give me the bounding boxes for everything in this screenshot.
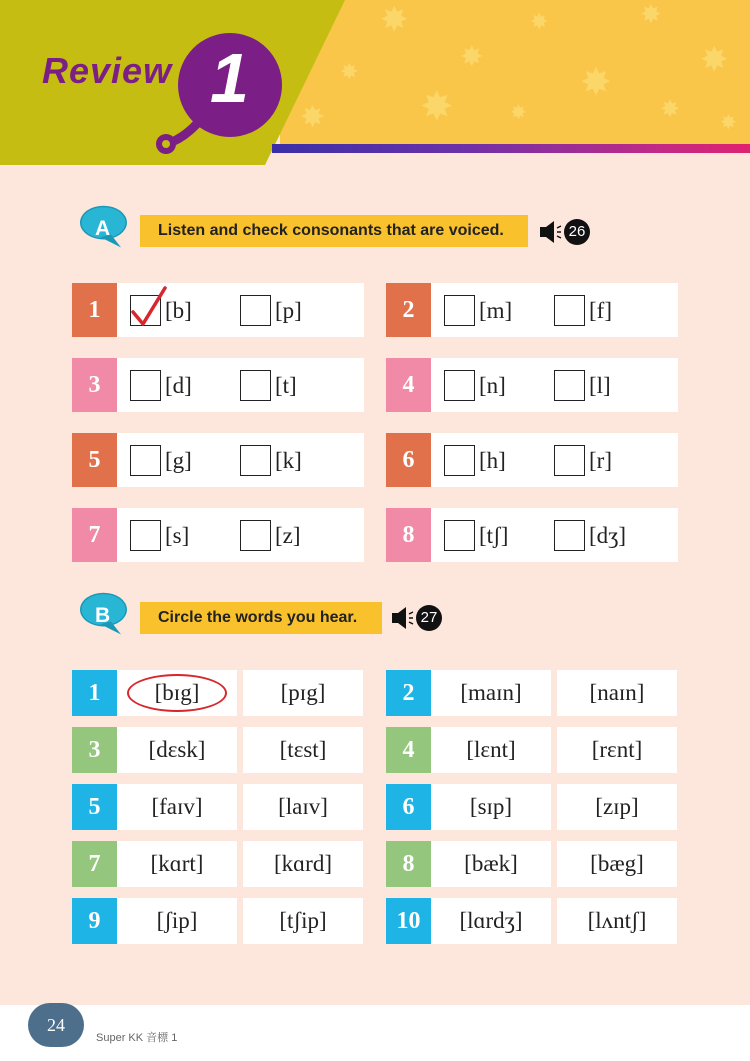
item-number: 6 — [386, 433, 431, 487]
phonetic-word: [naɪn] — [589, 680, 645, 705]
word-choice[interactable] — [117, 784, 237, 830]
phonetic-word: [pɪg] — [280, 680, 326, 705]
answer-option — [130, 295, 192, 326]
word-choice[interactable] — [431, 670, 551, 716]
phonetic-word: [lʌntʃ] — [587, 908, 647, 933]
answer-option — [554, 295, 612, 326]
checkbox[interactable] — [554, 520, 585, 551]
item-number: 2 — [386, 283, 431, 337]
checkbox[interactable] — [444, 445, 475, 476]
answer-option — [554, 445, 612, 476]
phonetic-symbol: [h] — [479, 447, 506, 473]
phonetic-word: [tʃip] — [279, 908, 327, 933]
word-choice[interactable] — [243, 841, 363, 887]
section-a-audio[interactable] — [538, 219, 590, 245]
checkbox[interactable] — [444, 370, 475, 401]
audio-track-number: 26 — [564, 219, 590, 245]
phonetic-word: [tɛst] — [279, 737, 327, 762]
phonetic-word: [sɪp] — [469, 794, 513, 819]
phonetic-symbol: [dʒ] — [589, 522, 627, 548]
answer-option — [444, 295, 512, 326]
answer-option — [444, 445, 506, 476]
answer-option — [444, 520, 508, 551]
phonetic-symbol: [p] — [275, 297, 302, 323]
word-choice[interactable] — [117, 670, 237, 716]
answer-option — [554, 370, 611, 401]
checkbox[interactable] — [554, 295, 585, 326]
phonetic-word: [ʃip] — [156, 908, 198, 933]
book-title: Super KK 音標 1 — [96, 1032, 178, 1044]
phonetic-word: [maɪn] — [460, 680, 522, 705]
header-stripe — [272, 144, 750, 153]
word-choice[interactable] — [557, 727, 677, 773]
phonetic-word: [bɪg] — [154, 680, 200, 705]
word-choice[interactable] — [431, 784, 551, 830]
answer-option — [444, 370, 506, 401]
answer-option — [240, 370, 297, 401]
phonetic-symbol: [n] — [479, 372, 506, 398]
phonetic-symbol: [d] — [165, 372, 192, 398]
checkbox[interactable] — [554, 445, 585, 476]
answer-option — [554, 520, 626, 551]
phonetic-word: [kɑrd] — [273, 851, 332, 876]
word-choice[interactable] — [117, 841, 237, 887]
checkbox[interactable] — [554, 370, 585, 401]
phonetic-symbol: [s] — [165, 522, 190, 548]
phonetic-word: [bæg] — [590, 851, 644, 876]
item-number: 10 — [386, 898, 431, 944]
phonetic-symbol: [b] — [165, 297, 192, 323]
item-number: 3 — [72, 358, 117, 412]
section-a-item — [72, 508, 364, 562]
word-choice[interactable] — [557, 898, 677, 944]
item-number: 8 — [386, 508, 431, 562]
section-b-letter: B — [95, 604, 111, 627]
item-number: 7 — [72, 841, 117, 887]
phonetic-symbol: [r] — [589, 447, 612, 473]
phonetic-symbol: [tʃ] — [479, 522, 509, 548]
answer-option — [240, 520, 301, 551]
page-number: 24 — [28, 1003, 84, 1047]
phonetic-word: [dɛsk] — [148, 737, 206, 762]
answer-option — [240, 445, 302, 476]
phonetic-word: [rɛnt] — [591, 737, 643, 762]
item-number: 1 — [72, 670, 117, 716]
item-number: 9 — [72, 898, 117, 944]
checkbox[interactable] — [130, 520, 161, 551]
checkbox[interactable] — [240, 445, 271, 476]
phonetic-symbol: [f] — [589, 297, 612, 323]
speaker-icon — [390, 605, 414, 631]
phonetic-word: [bæk] — [464, 851, 518, 876]
checkbox[interactable] — [240, 295, 271, 326]
checkbox[interactable] — [130, 295, 161, 326]
word-choice[interactable] — [431, 727, 551, 773]
word-choice[interactable] — [431, 841, 551, 887]
item-number: 8 — [386, 841, 431, 887]
word-choice[interactable] — [431, 898, 551, 944]
section-a-item — [386, 433, 678, 487]
answer-circle — [127, 674, 227, 712]
section-a-instruction: Listen and check consonants that are voiced. — [140, 215, 528, 247]
checkbox[interactable] — [240, 370, 271, 401]
checkbox[interactable] — [240, 520, 271, 551]
speaker-icon — [538, 219, 562, 245]
section-a-item — [386, 283, 678, 337]
checkbox[interactable] — [444, 295, 475, 326]
phonetic-symbol: [t] — [275, 372, 297, 398]
phonetic-word: [faɪv] — [151, 794, 203, 819]
phonetic-symbol: [g] — [165, 447, 192, 473]
phonetic-symbol: [z] — [275, 522, 301, 548]
word-choice[interactable] — [557, 670, 677, 716]
item-number: 4 — [386, 727, 431, 773]
phonetic-symbol: [k] — [275, 447, 302, 473]
item-number: 7 — [72, 508, 117, 562]
word-choice[interactable] — [243, 670, 363, 716]
answer-option — [130, 445, 192, 476]
item-number: 3 — [72, 727, 117, 773]
item-number: 6 — [386, 784, 431, 830]
phonetic-word: [lɑrdʒ] — [459, 908, 523, 933]
word-choice[interactable] — [243, 898, 363, 944]
phonetic-word: [zɪp] — [595, 794, 639, 819]
section-a-item — [72, 433, 364, 487]
item-number: 2 — [386, 670, 431, 716]
audio-track-number: 27 — [416, 605, 442, 631]
section-a-item — [72, 283, 364, 337]
section-b-audio[interactable] — [390, 605, 442, 631]
checkbox[interactable] — [130, 370, 161, 401]
item-number: 1 — [72, 283, 117, 337]
checkbox[interactable] — [130, 445, 161, 476]
phonetic-symbol: [m] — [479, 297, 513, 323]
section-a-letter: A — [95, 217, 111, 240]
phonetic-word: [kɑrt] — [150, 851, 204, 876]
checkbox[interactable] — [444, 520, 475, 551]
section-a-item — [72, 358, 364, 412]
section-a-item — [386, 508, 678, 562]
item-number: 5 — [72, 433, 117, 487]
review-label: Review — [42, 50, 173, 91]
word-choice[interactable] — [243, 727, 363, 773]
word-choice[interactable] — [557, 841, 677, 887]
section-b-instruction: Circle the words you hear. — [140, 602, 382, 634]
answer-option — [240, 295, 302, 326]
check-mark-icon — [129, 284, 169, 330]
answer-option — [130, 520, 189, 551]
star-pattern-banner: ✸ ✸ ✸ ✸ ✸ ✸ ✸ ✸ ✸ ✸ ✸ ✸ — [280, 0, 750, 148]
item-number: 5 — [72, 784, 117, 830]
word-choice[interactable] — [117, 898, 237, 944]
answer-option — [130, 370, 192, 401]
item-number: 4 — [386, 358, 431, 412]
word-choice[interactable] — [557, 784, 677, 830]
phonetic-word: [laɪv] — [278, 794, 328, 819]
phonetic-symbol: [l] — [589, 372, 611, 398]
section-a-item — [386, 358, 678, 412]
phonetic-word: [lɛnt] — [466, 737, 516, 762]
review-number: 1 — [210, 39, 249, 117]
word-choice[interactable] — [243, 784, 363, 830]
word-choice[interactable] — [117, 727, 237, 773]
